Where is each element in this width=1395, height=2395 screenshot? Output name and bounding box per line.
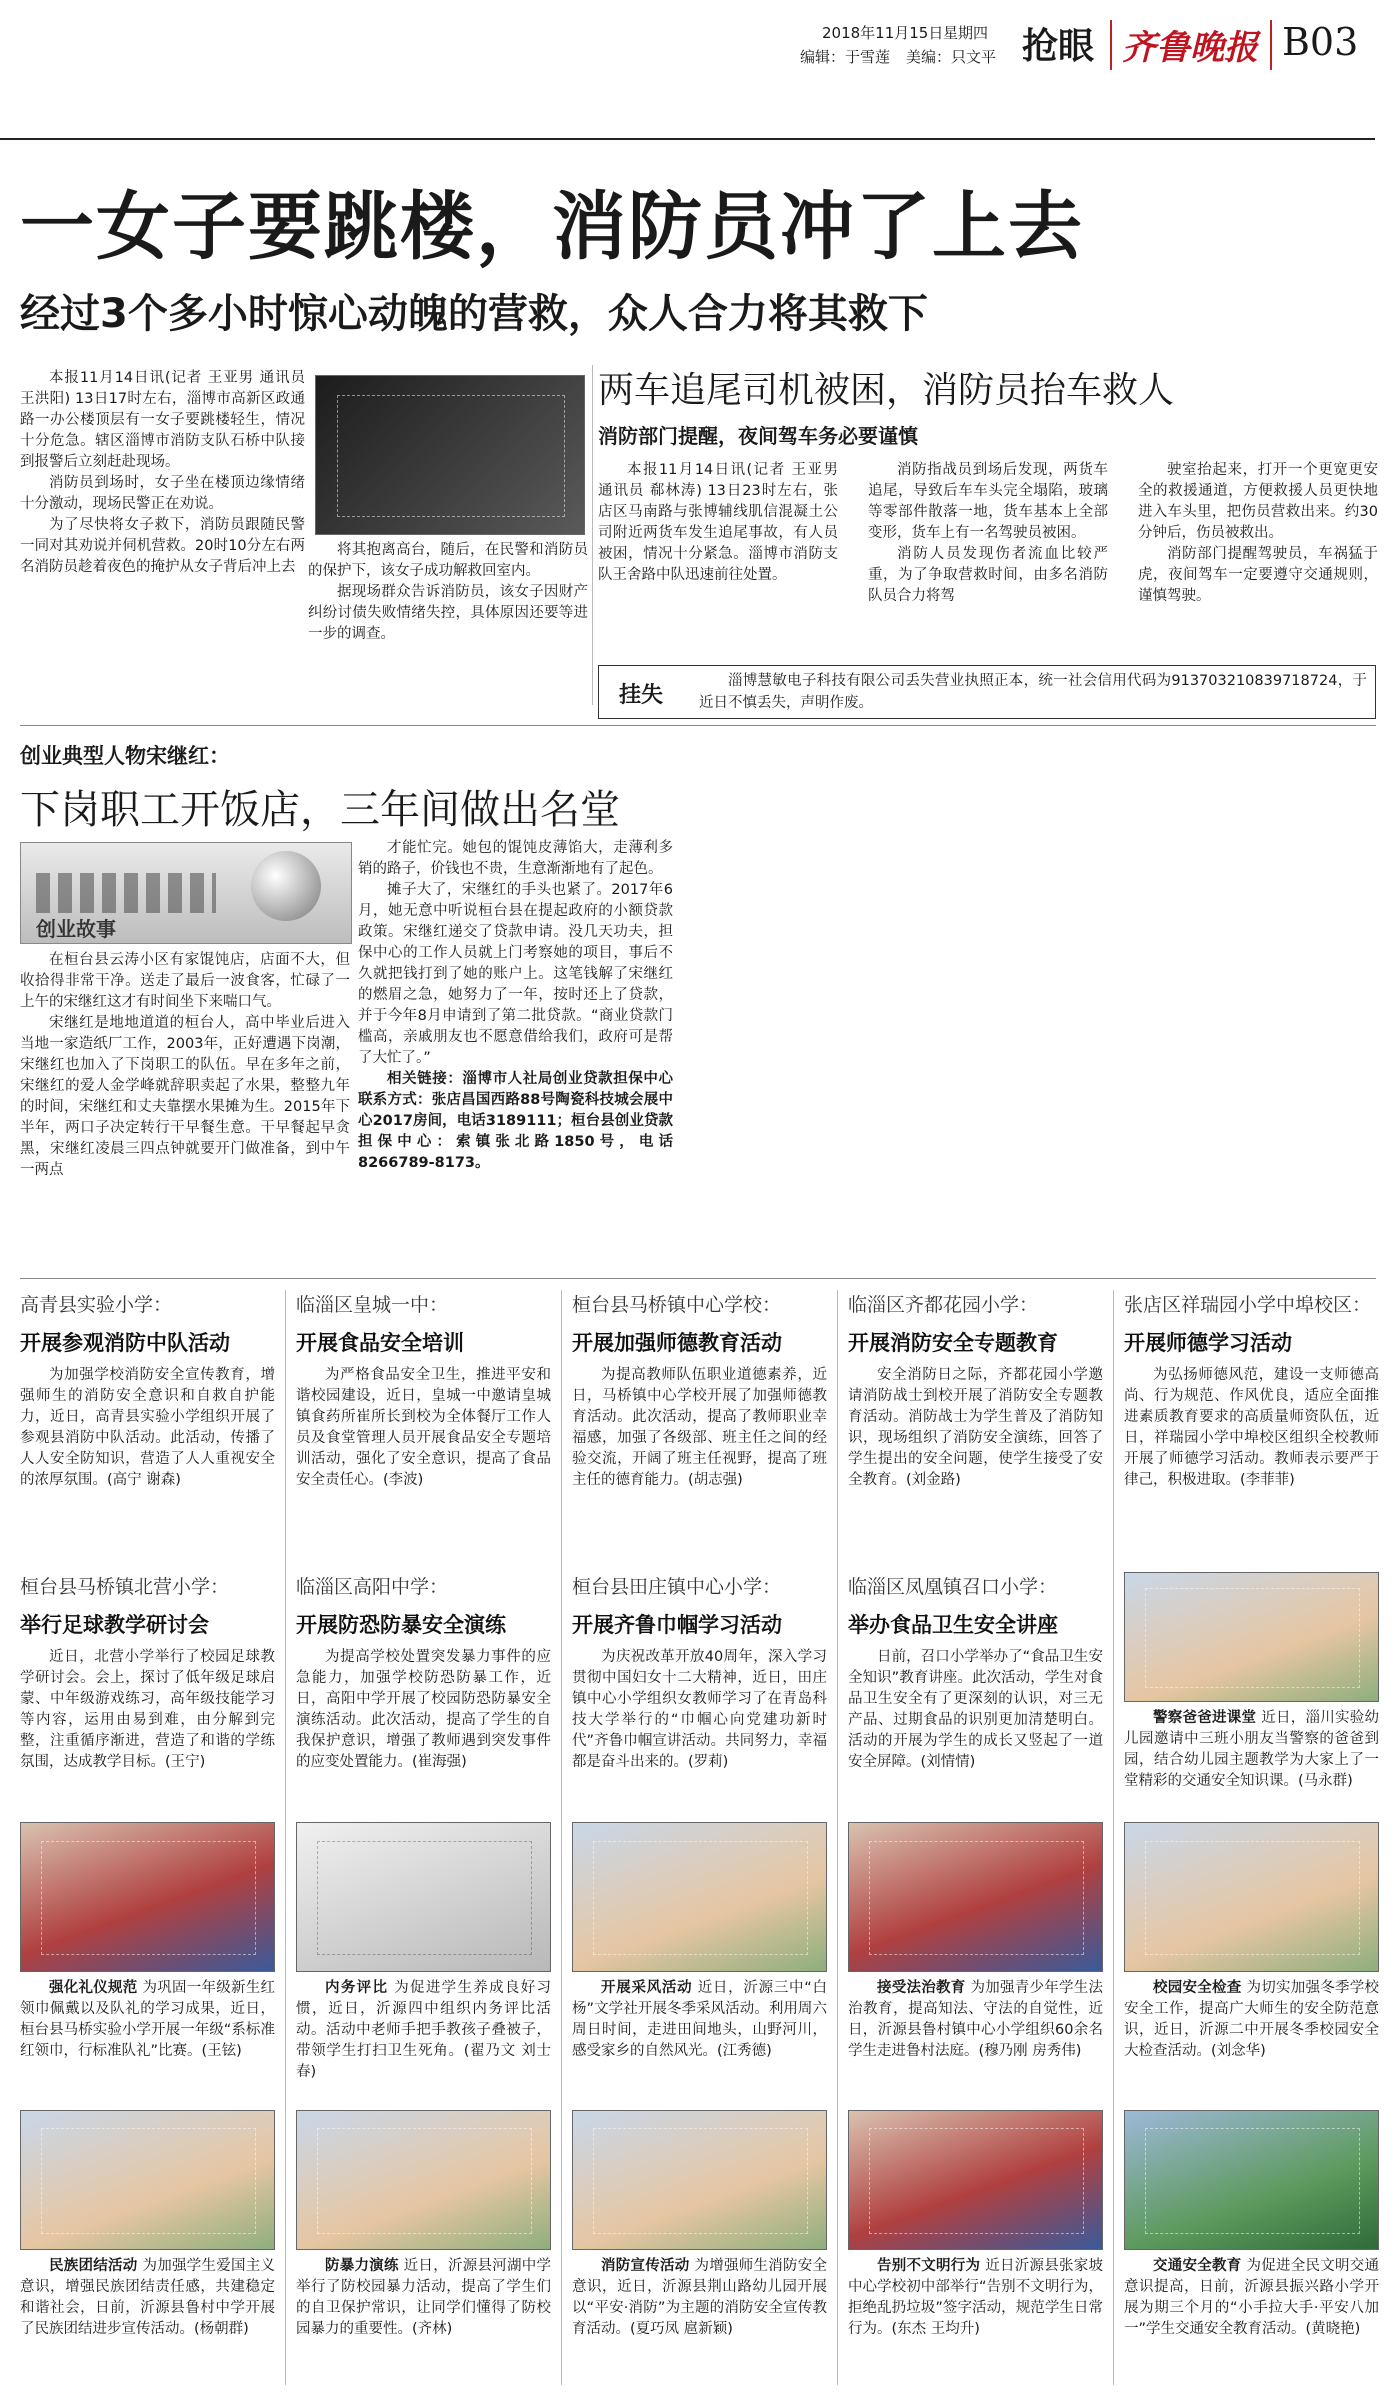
masthead-editor: 编辑：于雪莲	[800, 48, 891, 66]
police-caption-title: 警察爸爸进课堂	[1153, 1710, 1257, 1726]
photo-item-1	[20, 1822, 275, 2062]
photo-caption	[296, 2256, 551, 2340]
page-number: B03	[1282, 20, 1359, 64]
caption-text: 为促进全民文明交通意识提高，日前，沂源县振兴路小学开展为期三个月的“小手拉大手·平安八加一”学生交通安全教育活动。(黄晓艳)	[1124, 2258, 1380, 2337]
masthead-designer: 美编：只文平	[906, 48, 997, 66]
police-caption-text: 近日，淄川实验幼儿园邀请中三班小朋友当警察的爸爸到园，结合幼儿园主题教学为大家上了一堂精彩的交通安全知识课。(马永群)	[1124, 1710, 1380, 1789]
brief-7	[296, 1572, 551, 1773]
ethnic-unity-photo	[20, 2110, 275, 2250]
caption-text: 为巩固一年级新生红领巾佩戴以及队礼的学习成果，近日，桓台县马桥实验小学开展一年级“系标准红领巾，行标准队礼”比赛。(王铉)	[20, 1980, 276, 2059]
lost-notice	[598, 665, 1376, 719]
photo-caption	[296, 1978, 551, 2083]
brief-title: 开展加强师德教育活动	[572, 1331, 782, 1355]
brief-body: 近日，北营小学举行了校园足球教学研讨会。会上，探讨了低年级足球启蒙、中年级游戏练习，高年级技能学习等内容，运用由易到难，由分解到完整，注重循序渐进，营造了和谐的学练氛围，达成教学目标。(王宁)	[20, 1649, 275, 1770]
photo-caption	[572, 2256, 827, 2340]
story2-p3: 消防人员发现伤者流血比较严重，为了争取营救时间，由多名消防队员合力将驾	[868, 546, 1108, 604]
story3-col1	[20, 950, 350, 1181]
section-divider-1	[20, 725, 1376, 726]
photo-caption	[1124, 1978, 1379, 2062]
story3-headline: 下岗职工开饭店，三年间做出名堂	[20, 787, 620, 833]
photo-caption	[20, 2256, 275, 2340]
brief-org: 桓台县田庄镇中心小学：	[572, 1576, 782, 1598]
brief-org: 桓台县马桥镇北营小学：	[20, 1576, 230, 1598]
story2-col2	[868, 460, 1108, 607]
badge-label: 创业故事	[36, 917, 116, 941]
grid-row-2	[0, 1572, 1395, 1812]
lead-divider	[592, 365, 593, 705]
masthead-rule	[0, 138, 1375, 140]
brief-6	[20, 1572, 275, 1773]
grid-divider-4	[1113, 1290, 1114, 2385]
brief-body: 为提高学校处置突发暴力事件的应急能力，加强学校防恐防暴工作，近日，高阳中学开展了校园防恐防暴安全演练活动。此次活动，提高了学生的自我保护意识，增强了教师遇到突发事件的应变处置能力。(崔海强)	[296, 1649, 551, 1770]
brief-4	[848, 1290, 1103, 1491]
story3-col2	[358, 838, 673, 1174]
lead-col1	[20, 368, 305, 578]
court-visit-photo	[848, 1822, 1103, 1972]
brief-title: 举行足球教学研讨会	[20, 1613, 209, 1637]
safety-check-photo	[1124, 1822, 1379, 1972]
brief-body: 为庆祝改革开放40周年，深入学习贯彻中国妇女十二大精神，近日，田庄镇中心小学组织女教师学习了在青岛科技大学举行的“巾帼心向党建功新时代”齐鲁巾帼宣讲活动。共同努力，幸福都是奋斗出来的。(罗莉)	[572, 1649, 827, 1770]
caption-title: 交通安全教育	[1153, 2258, 1242, 2274]
story2-p5: 消防部门提醒驾驶员，车祸猛于虎，夜间驾车一定要遵守交通规则，谨慎驾驶。	[1138, 546, 1378, 604]
brief-title: 开展食品安全培训	[296, 1331, 464, 1355]
photo-item-7	[296, 2110, 551, 2340]
brief-title: 开展参观消防中队活动	[20, 1331, 230, 1355]
masthead-divider	[1110, 20, 1112, 70]
photo-item-10	[1124, 2110, 1379, 2340]
caption-title: 校园安全检查	[1153, 1980, 1242, 1996]
grid-divider-3	[837, 1290, 838, 2385]
grid-divider-1	[285, 1290, 286, 2385]
brief-body: 为弘扬师德风范，建设一支师德高尚、行为规范、作风优良，适应全面推进素质教育要求的高质量师资队伍，近日，祥瑞园小学中埠校区组织全校教师开展了师德学习活动。教师表示要严于律己，积极进取。(李菲菲)	[1124, 1367, 1379, 1488]
fire-safety-photo	[572, 2110, 827, 2250]
photo-caption	[572, 1978, 827, 2062]
brief-org: 临淄区高阳中学：	[296, 1576, 449, 1598]
police-classroom-photo	[1124, 1572, 1379, 1702]
etiquette-photo	[20, 1822, 275, 1972]
traffic-safety-photo	[1124, 2110, 1379, 2250]
brief-title: 开展消防安全专题教育	[848, 1331, 1058, 1355]
story2-col1	[598, 460, 838, 586]
notice-label: 挂失	[619, 683, 664, 708]
brief-title: 开展师德学习活动	[1124, 1331, 1292, 1355]
caption-title: 强化礼仪规范	[49, 1980, 138, 1996]
caption-title: 民族团结活动	[49, 2258, 138, 2274]
brief-5	[1124, 1290, 1379, 1491]
lead-col2	[308, 540, 588, 645]
dormitory-photo	[296, 1822, 551, 1972]
photo-row-2	[0, 2110, 1395, 2390]
story3-p1: 在桓台县云涛小区有家馄饨店，店面不大，但收拾得非常干净。送走了最后一波食客，忙碌了一上午的宋继红这才有时间坐下来喘口气。	[20, 952, 350, 1010]
story2-p4: 驶室抬起来，打开一个更宽更安全的救援通道，方便救援人员更快地进入车头里，把伤员营救出来。约30分钟后，伤员被救出。	[1138, 462, 1378, 541]
masthead-date: 2018年11月15日	[822, 24, 944, 42]
globe-icon	[251, 851, 321, 921]
story3-kicker: 创业典型人物宋继红：	[20, 744, 230, 768]
lead-p1: 本报11月14日讯(记者 王亚男 通讯员 王洪阳) 13日17时左右，淄博市高新区政通路一办公楼顶层有一女子要跳楼轻生，情况十分危急。辖区淄博市消防支队石桥中队接到报警后立刻赶赴现场。	[20, 370, 305, 470]
section-name: 抢眼	[1022, 26, 1095, 67]
photo-item-2	[296, 1822, 551, 2083]
story3-p3: 才能忙完。她包的馄饨皮薄馅大，走薄利多销的路子，价钱也不贵，生意渐渐地有了起色。	[358, 840, 673, 877]
caption-title: 消防宣传活动	[601, 2258, 690, 2274]
brief-body: 为提高教师队伍职业道德素养，近日，马桥镇中心学校开展了加强师德教育活动。此次活动，提高了教师职业幸福感，加强了各级部、班主任之间的经验交流，开阔了班主任视野，提高了班主任的德育能力。(胡志强)	[572, 1367, 827, 1488]
photo-caption	[1124, 2256, 1379, 2340]
caption-title: 告别不文明行为	[877, 2258, 981, 2274]
startup-badge	[20, 842, 352, 944]
story3-p2: 宋继红是地地道道的桓台人，高中毕业后进入当地一家造纸厂工作，2003年，正好遭遇下岗潮，宋继红也加入了下岗职工的队伍。早在多年之前，宋继红的爱人金学峰就辞职卖起了水果，整整九年的时间，宋继红和丈夫靠摆水果摊为生。2015年下半年，两口子决定转行干早餐生意。干早餐起早贪黑，宋继红凌晨三四点钟就要开门做准备，到中午一两点	[20, 1015, 350, 1178]
photo-row-1	[0, 1822, 1395, 2102]
story2-headline: 两车追尾司机被困，消防员抬车救人	[598, 370, 1175, 411]
rescue-photo	[315, 375, 585, 535]
caption-text: 为增强师生消防安全意识，近日，沂源县荆山路幼儿园开展以“平安·消防”为主题的消防安全宣传教育活动。(夏巧凤 扈新颖)	[572, 2258, 828, 2337]
photo-caption	[848, 1978, 1103, 2062]
lead-p4: 将其抱离高台，随后，在民警和消防员的保护下，该女子成功解救回室内。	[308, 542, 588, 579]
police-dad-story	[1124, 1572, 1379, 1792]
section-divider-2	[20, 1278, 1376, 1279]
masthead	[0, 0, 1395, 140]
brief-body: 为加强学校消防安全宣传教育，增强师生的消防安全意识和自救自护能力，近日，高青县实验小学组织开展了参观县消防中队活动。此活动，传播了人人安全防知识，营造了人人重视安全的浓厚氛围。(高宁 谢森)	[20, 1367, 275, 1488]
caption-title: 内务评比	[325, 1980, 389, 1996]
grid-divider-2	[561, 1290, 562, 2385]
photo-caption	[848, 2256, 1103, 2340]
caption-text: 为加强学生爱国主义意识，增强民族团结责任感，共建稳定和谐社会，日前，沂源县鲁村中学开展了民族团结进步宣传活动。(杨朝群)	[20, 2258, 276, 2337]
story2-col3	[1138, 460, 1378, 607]
brief-org: 张店区祥瑞园小学中埠校区：	[1124, 1294, 1372, 1316]
brief-title: 开展防恐防暴安全演练	[296, 1613, 506, 1637]
brief-2	[296, 1290, 551, 1491]
story2-p2: 消防指战员到场后发现，两货车追尾，导致后车车头完全塌陷，玻璃等零部件散落一地，货车基本上全部变形，货车上有一名驾驶员被困。	[868, 462, 1108, 541]
brief-1	[20, 1290, 275, 1491]
grid-row-1	[0, 1290, 1395, 1560]
caption-text: 近日沂源县张家坡中心学校初中部举行“告别不文明行为，拒绝乱扔垃圾”签字活动，规范学生日常行为。(东杰 王均升)	[848, 2258, 1104, 2337]
masthead-weekday: 星期四	[943, 24, 989, 42]
brief-org: 临淄区皇城一中：	[296, 1294, 449, 1316]
brief-org: 临淄区齐都花园小学：	[848, 1294, 1039, 1316]
masthead-divider-2	[1270, 20, 1272, 70]
lead-p3: 为了尽快将女子救下，消防员跟随民警一同对其劝说并伺机营救。20时10分左右两名消防员趁着夜色的掩护从女子背后冲上去	[20, 517, 305, 575]
story3-p4: 摊子大了，宋继红的手头也紧了。2017年6月，她无意中听说桓台县在提起政府的小额贷款政策。宋继红递交了贷款申请。没几天功夫，担保中心的工作人员就上门考察她的项目，事后不久就把钱打到了她的账户上。这笔钱解了宋继红的燃眉之急，她努力了一年，按时还上了贷款，并于今年8月申请到了第二批贷款。“商业贷款门槛高，亲戚朋友也不愿意借给我们，政府可是帮了大忙了。”	[358, 882, 673, 1066]
brief-org: 高青县实验小学：	[20, 1294, 173, 1316]
lead-subhead: 经过3个多小时惊心动魄的营救，众人合力将其救下	[20, 291, 928, 337]
brief-3	[572, 1290, 827, 1491]
field-trip-photo	[572, 1822, 827, 1972]
police-caption	[1124, 1708, 1379, 1792]
lead-p5: 据现场群众告诉消防员，该女子因财产纠纷讨债失败情绪失控，具体原因还要等进一步的调查。	[308, 584, 588, 642]
caption-text: 为加强青少年学生法治教育，提高知法、守法的自觉性，近日，沂源县鲁村镇中心小学组织60余名学生走进鲁村法庭。(穆乃刚 房秀伟)	[848, 1980, 1104, 2059]
brief-body: 为严格食品安全卫生，推进平安和谐校园建设，近日，皇城一中邀请皇城镇食药所崔所长到校为全体餐厅工作人员及食堂管理人员开展食品安全专题培训活动，强化了安全意识，提高了食品安全责任心。(李波)	[296, 1367, 551, 1488]
caption-text: 近日，沂源三中“白杨”文学社开展冬季采风活动。利用周六周日时间，走进田间地头，山野河川，感受家乡的自然风光。(江秀德)	[572, 1980, 828, 2059]
brief-org: 桓台县马桥镇中心学校：	[572, 1294, 782, 1316]
brief-title: 举办食品卫生安全讲座	[848, 1613, 1058, 1637]
anti-violence-drill-photo	[296, 2110, 551, 2250]
photo-caption	[20, 1978, 275, 2062]
photo-item-3	[572, 1822, 827, 2062]
brief-org: 临淄区凤凰镇召口小学：	[848, 1576, 1058, 1598]
caption-text: 近日，沂源县河湖中学举行了防校园暴力活动，提高了学生们的自卫保护常识，让同学们懂得了防校园暴力的重要性。(齐林)	[296, 2258, 552, 2337]
paper-logo: 齐鲁晚报	[1122, 28, 1258, 68]
lead-p2: 消防员到场时，女子坐在楼顶边缘情绪十分激动，现场民警正在劝说。	[20, 475, 305, 512]
civility-photo	[848, 2110, 1103, 2250]
brief-body: 日前，召口小学举办了“食品卫生安全知识”教育讲座。此次活动，学生对食品卫生安全有了更深刻的认识，对三无产品、过期食品的识别更加清楚明白。活动的开展为学生的成长又竖起了一道安全屏障。(刘情情)	[848, 1649, 1103, 1770]
photo-item-9	[848, 2110, 1103, 2340]
caption-text: 为切实加强冬季学校安全工作，提高广大师生的安全防范意识，近日，沂源二中开展冬季校园安全大检查活动。(刘念华)	[1124, 1980, 1380, 2059]
city-skyline-icon	[36, 873, 216, 913]
caption-title: 防暴力演练	[325, 2258, 399, 2274]
story2-subhead: 消防部门提醒，夜间驾车务必要谨慎	[598, 424, 918, 448]
notice-text: 淄博慧敏电子科技有限公司丢失营业执照正本，统一社会信用代码为913703210839718724，于近日不慎丢失，声明作废。	[699, 673, 1367, 711]
photo-item-5	[1124, 1822, 1379, 2062]
brief-9	[848, 1572, 1103, 1773]
lead-headline: 一女子要跳楼，消防员冲了上去	[20, 184, 1084, 270]
brief-body: 安全消防日之际，齐都花园小学邀请消防战士到校开展了消防安全专题教育活动。消防战士为学生普及了消防知识，现场组织了消防安全演练，回答了学生提出的安全问题，使学生接受了安全教育。(刘金路)	[848, 1367, 1103, 1488]
brief-title: 开展齐鲁巾帼学习活动	[572, 1613, 782, 1637]
caption-text: 为促进学生养成良好习惯，近日，沂源四中组织内务评比活动。活动中老师手把手教孩子叠被子，带领学生打扫卫生死角。(翟乃文 刘士春)	[296, 1980, 552, 2080]
story2-p1: 本报11月14日讯(记者 王亚男 通讯员 郗林涛) 13日23时左右，张店区马南路与张博辅线肌信混凝土公司附近两货车发生追尾事故，有人员被困，情况十分紧急。淄博市消防支队王舍路中队迅速前往处置。	[598, 462, 838, 583]
photo-item-4	[848, 1822, 1103, 2062]
photo-item-6	[20, 2110, 275, 2340]
photo-item-8	[572, 2110, 827, 2340]
brief-8	[572, 1572, 827, 1773]
caption-title: 接受法治教育	[877, 1980, 966, 1996]
story3-link: 相关链接：淄博市人社局创业贷款担保中心联系方式：张店昌国西路88号陶瓷科技城会展中心2017房间，电话3189111；桓台县创业贷款担保中心：索镇张北路1850号，电话8266789-8173。	[358, 1071, 673, 1171]
caption-title: 开展采风活动	[601, 1980, 693, 1996]
